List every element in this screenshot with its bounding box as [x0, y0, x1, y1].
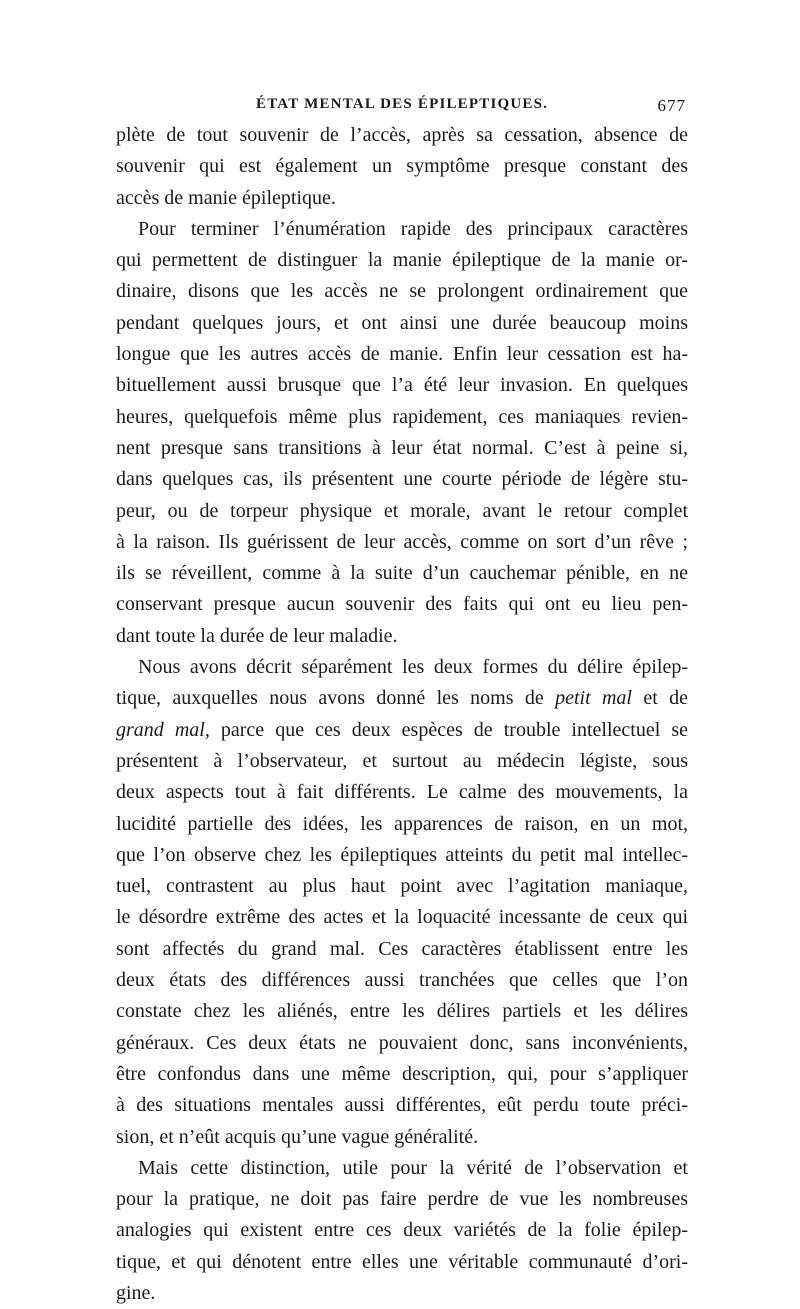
text-line: nent presque sans transitions à leur état normal. C’est à peine si,	[116, 436, 688, 459]
text-run: parce que ces deux espèces de trouble intellectuel se	[209, 718, 688, 741]
text-line: pour la pratique, ne doit pas faire perdre de vue les nombreuses	[116, 1188, 688, 1211]
text-line	[116, 683, 688, 714]
italic-term: petit mal	[555, 687, 632, 710]
text-line: le désordre extrême des actes et la loquacité incessante de ceux qui	[116, 906, 688, 929]
text-line: à la raison. Ils guérissent de leur accès, comme on sort d’un rêve ;	[116, 530, 688, 553]
text-line: sont affectés du grand mal. Ces caractères établissent entre les	[116, 937, 688, 960]
running-title: ÉTAT MENTAL DES ÉPILEPTIQUES.	[256, 96, 549, 112]
text-line: tuel, contrastent au plus haut point avec l’agitation maniaque,	[116, 875, 688, 898]
text-line: deux états des différences aussi tranchées que celles que l’on	[116, 969, 688, 992]
text-line: souvenir qui est également un symptôme presque constant des	[116, 155, 688, 178]
text-line: peur, ou de torpeur physique et morale, avant le retour complet	[116, 499, 688, 522]
text-line: conservant presque aucun souvenir des faits qui ont eu lieu pen-	[116, 593, 688, 616]
text-line: accès de manie épileptique.	[116, 186, 336, 209]
text-line: généraux. Ces deux états ne pouvaient donc, sans inconvénients,	[116, 1031, 688, 1054]
running-head	[116, 96, 686, 122]
text-run: tique, auxquelles nous avons donné les noms de	[116, 687, 556, 710]
text-line: Nous avons décrit séparément les deux formes du délire épilep-	[138, 656, 688, 679]
text-line: tique, et qui dénotent entre elles une véritable communauté d’ori-	[116, 1250, 688, 1273]
text-line: gine.	[116, 1281, 156, 1304]
text-line: Pour terminer l’énumération rapide des principaux caractères	[138, 217, 688, 240]
text-line: Mais cette distinction, utile pour la vérité de l’observation et	[138, 1156, 688, 1179]
text-line: lucidité partielle des idées, les apparences de raison, en un mot,	[116, 812, 688, 835]
text-line: à des situations mentales aussi différentes, eût perdu toute préci-	[116, 1094, 688, 1117]
page-number: 677	[657, 96, 686, 115]
text-line: être confondus dans une même description, qui, pour s’appliquer	[116, 1062, 688, 1085]
text-line: bituellement aussi brusque que l’a été leur invasion. En quelques	[116, 374, 688, 397]
text-run: et de	[632, 687, 689, 710]
text-line: que l’on observe chez les épileptiques atteints du petit mal intellec-	[116, 843, 688, 866]
text-line: deux aspects tout à fait différents. Le calme des mouvements, la	[116, 781, 688, 804]
text-line: analogies qui existent entre ces deux variétés de la folie épilep-	[116, 1219, 688, 1242]
text-line: plète de tout souvenir de l’accès, après sa cessation, absence de	[116, 124, 688, 146]
text-line: dinaire, disons que les accès ne se prolongent ordinairement que	[116, 280, 688, 303]
text-line: pendant quelques jours, et ont ainsi une durée beaucoup moins	[116, 311, 688, 334]
text-line: dans quelques cas, ils présentent une courte période de légère stu-	[116, 468, 688, 491]
text-line: heures, quelquefois même plus rapidement, ces maniaques revien-	[116, 405, 688, 428]
paragraph	[116, 214, 688, 652]
italic-term: grand mal,	[116, 718, 210, 741]
paragraph	[116, 120, 688, 214]
paragraph	[116, 1153, 688, 1309]
text-line: dant toute la durée de leur maladie.	[116, 624, 398, 647]
text-line: qui permettent de distinguer la manie épileptique de la manie or-	[116, 249, 688, 272]
paragraph	[116, 652, 688, 1153]
text-line: longue que les autres accès de manie. Enfin leur cessation est ha-	[116, 343, 688, 366]
text-line: sion, et n’eût acquis qu’une vague généralité.	[116, 1125, 479, 1148]
text-line: constate chez les aliénés, entre les délires partiels et les délires	[116, 1000, 688, 1023]
text-line: ils se réveillent, comme à la suite d’un cauchemar pénible, en ne	[116, 562, 688, 585]
body-text	[116, 120, 688, 1309]
text-line	[116, 715, 688, 746]
text-line: présentent à l’observateur, et surtout au médecin légiste, sous	[116, 749, 688, 772]
